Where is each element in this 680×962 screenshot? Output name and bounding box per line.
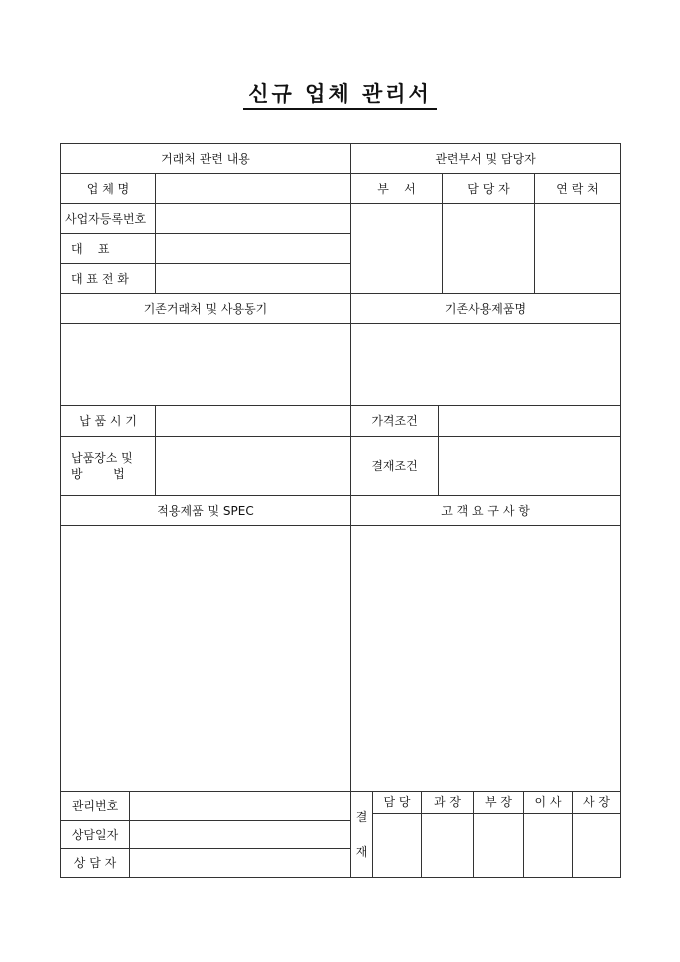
mgmt-no-field[interactable] [129,791,351,821]
existing-products-header: 기존사용제품명 [350,293,621,324]
company-name-field[interactable] [155,173,351,204]
approval-label-bottom: 재 [355,844,368,859]
document-title: 신규 업체 관리서 [248,81,432,106]
rep-phone-label: 대 표 전 화 [60,263,156,294]
rep-phone-field[interactable] [155,263,351,294]
manager-field[interactable] [442,203,535,294]
existing-partner-field[interactable] [60,323,351,406]
company-name-label: 업 체 명 [60,173,156,204]
applied-products-header: 적용제품 및 SPEC [60,495,351,526]
business-reg-no-field[interactable] [155,203,351,234]
applied-products-field[interactable] [60,525,351,792]
partner-section-header: 거래처 관련 내용 [60,143,351,174]
approval-label [350,791,373,878]
price-terms-label: 가격조건 [350,405,439,437]
business-reg-no-label: 사업자등록번호 [60,203,156,234]
price-terms-field[interactable] [438,405,621,437]
existing-partner-header: 기존거래처 및 사용동기 [60,293,351,324]
existing-products-field[interactable] [350,323,621,406]
representative-label: 대 표 [60,233,156,264]
approver-staff: 담 당 [372,791,422,814]
dept-field[interactable] [350,203,443,294]
approval-label-top: 결 [355,810,368,825]
approval-sign-section-chief[interactable] [421,813,474,878]
payment-terms-field[interactable] [438,436,621,496]
delivery-place-field[interactable] [155,436,351,496]
consultant-label: 상 담 자 [60,848,130,878]
approver-director: 이 사 [523,791,573,814]
dept-column-header: 부 서 [350,173,443,204]
consult-date-label: 상담일자 [60,820,130,849]
customer-requirements-field[interactable] [350,525,621,792]
delivery-time-label: 납 품 시 기 [60,405,156,437]
approver-dept-head: 부 장 [473,791,524,814]
consultant-field[interactable] [129,848,351,878]
payment-terms-label: 결재조건 [350,436,439,496]
dept-section-header: 관련부서 및 담당자 [350,143,621,174]
approver-section-chief: 과 장 [421,791,474,814]
delivery-place-label [60,436,156,496]
approval-sign-president[interactable] [572,813,621,878]
delivery-time-field[interactable] [155,405,351,437]
delivery-place-line2: 방 법 [71,467,125,481]
mgmt-no-label: 관리번호 [60,791,130,821]
consult-date-field[interactable] [129,820,351,849]
approval-sign-director[interactable] [523,813,573,878]
manager-column-header: 담 당 자 [442,173,535,204]
representative-field[interactable] [155,233,351,264]
contact-field[interactable] [534,203,621,294]
contact-column-header: 연 락 처 [534,173,621,204]
delivery-place-line1: 납품장소 및 [71,451,133,465]
approval-sign-staff[interactable] [372,813,422,878]
customer-requirements-header: 고 객 요 구 사 항 [350,495,621,526]
approval-sign-dept-head[interactable] [473,813,524,878]
approver-president: 사 장 [572,791,621,814]
